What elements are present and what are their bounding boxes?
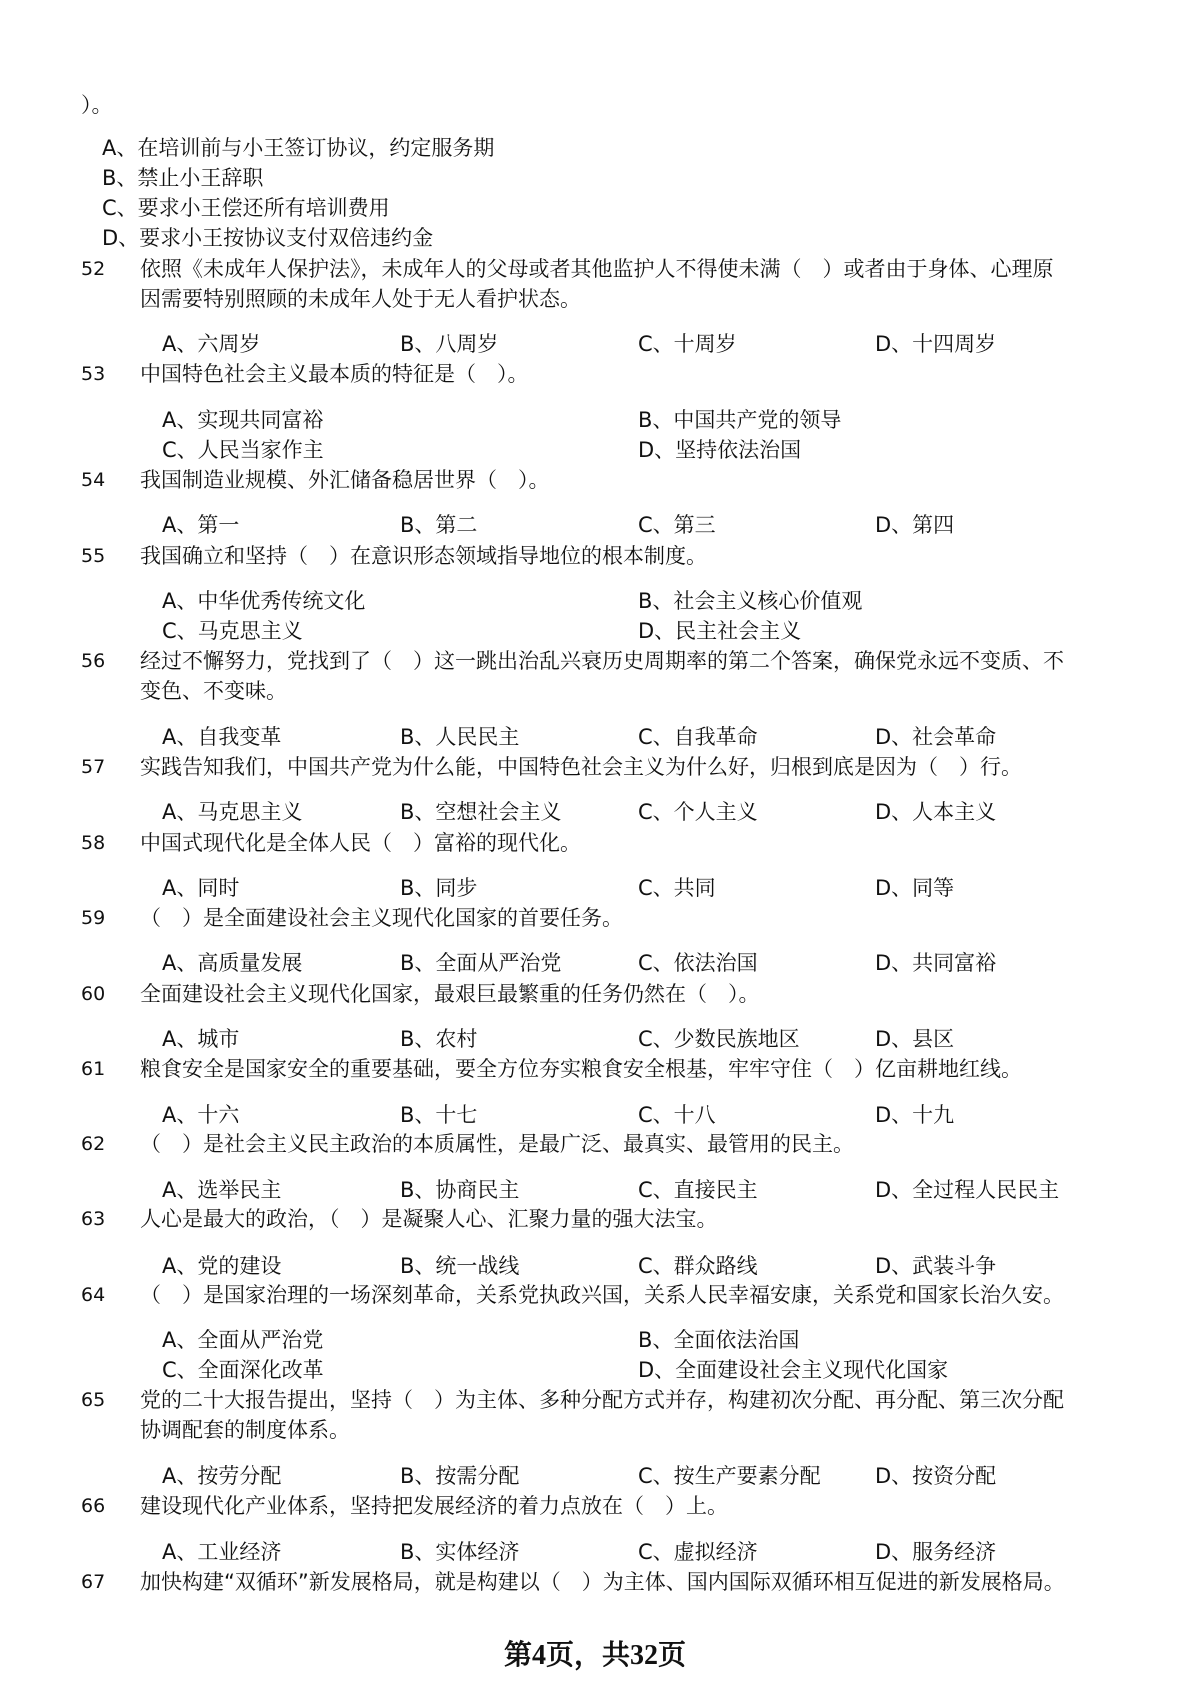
option-d: D、同等 — [875, 876, 955, 900]
question-text — [140, 465, 550, 495]
question-text — [140, 1204, 718, 1234]
option-c: C、要求小王偿还所有培训费用 — [102, 196, 390, 220]
question-number: 66 — [81, 1495, 106, 1517]
question-text — [140, 646, 1064, 706]
option-b: B、中国共产党的领导 — [638, 408, 842, 432]
option-c: C、个人主义 — [638, 800, 758, 824]
option-b: B、同步 — [400, 876, 478, 900]
question-text — [140, 359, 529, 389]
option-d: D、全面建设社会主义现代化国家 — [638, 1358, 949, 1382]
option-d: D、社会革命 — [875, 725, 997, 749]
question-line: 协调配套的制度体系。 — [140, 1418, 350, 1442]
option-a: A、第一 — [162, 513, 240, 537]
option-a: A、中华优秀传统文化 — [162, 589, 366, 613]
question-number: 63 — [81, 1208, 106, 1230]
option-b: B、八周岁 — [400, 332, 499, 356]
option-a: A、党的建设 — [162, 1254, 282, 1278]
option-d: D、服务经济 — [875, 1540, 997, 1564]
question-number: 56 — [81, 650, 106, 672]
question-line: 党的二十大报告提出，坚持（ ）为主体、多种分配方式并存，构建初次分配、再分配、第三次分配 — [140, 1388, 1064, 1412]
question-line: 经过不懈努力，党找到了（ ）这一跳出治乱兴衰历史周期率的第二个答案，确保党永远不变质、不 — [140, 649, 1064, 673]
option-a: A、十六 — [162, 1103, 240, 1127]
question-text — [140, 1280, 1064, 1310]
option-b: B、协商民主 — [400, 1178, 520, 1202]
option-a: A、全面从严治党 — [162, 1328, 324, 1352]
option-b: B、人民民主 — [400, 725, 520, 749]
option-a: A、选举民主 — [162, 1178, 282, 1202]
question-line: 因需要特别照顾的未成年人处于无人看护状态。 — [140, 287, 581, 311]
option-d: D、武装斗争 — [875, 1254, 997, 1278]
question-tail: ）。 — [81, 93, 113, 117]
question-line: 我国确立和坚持（ ）在意识形态领域指导地位的根本制度。 — [140, 544, 707, 568]
option-a: A、马克思主义 — [162, 800, 303, 824]
option-c: C、共同 — [638, 876, 716, 900]
page-footer: 第4页，共32页 — [503, 1640, 686, 1671]
option-c: C、直接民主 — [638, 1178, 758, 1202]
question-line: 人心是最大的政治，（ ）是凝聚人心、汇聚力量的强大法宝。 — [140, 1207, 718, 1231]
option-b: B、统一战线 — [400, 1254, 520, 1278]
option-c: C、第三 — [638, 513, 716, 537]
option-b: B、十七 — [400, 1103, 478, 1127]
option-c: C、按生产要素分配 — [638, 1464, 821, 1488]
option-d: D、全过程人民民主 — [875, 1178, 1060, 1202]
option-c: C、十周岁 — [638, 332, 737, 356]
question-number: 64 — [81, 1284, 106, 1306]
option-d: D、共同富裕 — [875, 951, 997, 975]
question-number: 52 — [81, 258, 106, 280]
question-text — [140, 1385, 1064, 1445]
option-a: A、城市 — [162, 1027, 240, 1051]
question-line: （ ）是全面建设社会主义现代化国家的首要任务。 — [140, 906, 623, 930]
option-d: D、按资分配 — [875, 1464, 997, 1488]
question-number: 57 — [81, 756, 106, 778]
option-a: A、实现共同富裕 — [162, 408, 324, 432]
question-line: 中国式现代化是全体人民（ ）富裕的现代化。 — [140, 831, 581, 855]
option-c: C、全面深化改革 — [162, 1358, 324, 1382]
option-c: C、虚拟经济 — [638, 1540, 758, 1564]
question-number: 59 — [81, 907, 106, 929]
option-b: B、第二 — [400, 513, 478, 537]
question-line: 加快构建“双循环”新发展格局，就是构建以（ ）为主体、国内国际双循环相互促进的新发展格局。 — [140, 1570, 1065, 1594]
question-line: 全面建设社会主义现代化国家，最艰巨最繁重的任务仍然在（ ）。 — [140, 982, 760, 1006]
question-text — [140, 1567, 1065, 1597]
option-c: C、少数民族地区 — [638, 1027, 800, 1051]
option-a: A、工业经济 — [162, 1540, 282, 1564]
question-number: 67 — [81, 1571, 106, 1593]
question-line: 粮食安全是国家安全的重要基础，要全方位夯实粮食安全根基，牢牢守住（ ）亿亩耕地红线。 — [140, 1057, 1022, 1081]
option-c: C、自我革命 — [638, 725, 758, 749]
option-d: D、坚持依法治国 — [638, 438, 802, 462]
question-line: （ ）是社会主义民主政治的本质属性，是最广泛、最真实、最管用的民主。 — [140, 1132, 854, 1156]
option-b: B、按需分配 — [400, 1464, 520, 1488]
option-d: D、十九 — [875, 1103, 955, 1127]
option-d: D、要求小王按协议支付双倍违约金 — [102, 226, 434, 250]
question-text — [140, 541, 707, 571]
option-d: D、第四 — [875, 513, 955, 537]
option-a: A、高质量发展 — [162, 951, 303, 975]
question-number: 55 — [81, 545, 106, 567]
question-text — [140, 1129, 854, 1159]
option-b: B、全面依法治国 — [638, 1328, 800, 1352]
option-b: B、禁止小王辞职 — [102, 166, 264, 190]
question-text — [140, 828, 581, 858]
question-line: 中国特色社会主义最本质的特征是（ ）。 — [140, 362, 529, 386]
question-text — [140, 903, 623, 933]
question-line: 实践告知我们，中国共产党为什么能，中国特色社会主义为什么好，归根到底是因为（ ）行。 — [140, 755, 1022, 779]
option-c: C、十八 — [638, 1103, 716, 1127]
option-d: D、县区 — [875, 1027, 955, 1051]
question-number: 61 — [81, 1058, 106, 1080]
question-number: 53 — [81, 363, 106, 385]
option-a: A、自我变革 — [162, 725, 282, 749]
question-line: 变色、不变味。 — [140, 679, 287, 703]
option-c: C、依法治国 — [638, 951, 758, 975]
question-text — [140, 1491, 728, 1521]
option-c: C、人民当家作主 — [162, 438, 324, 462]
option-b: B、社会主义核心价值观 — [638, 589, 863, 613]
option-a: A、同时 — [162, 876, 240, 900]
option-b: B、实体经济 — [400, 1540, 520, 1564]
option-c: C、马克思主义 — [162, 619, 303, 643]
question-number: 62 — [81, 1133, 106, 1155]
question-number: 58 — [81, 832, 106, 854]
option-a: A、在培训前与小王签订协议，约定服务期 — [102, 136, 495, 160]
option-c: C、群众路线 — [638, 1254, 758, 1278]
question-line: 建设现代化产业体系，坚持把发展经济的着力点放在（ ）上。 — [140, 1494, 728, 1518]
option-b: B、全面从严治党 — [400, 951, 562, 975]
question-text — [140, 752, 1022, 782]
option-d: D、人本主义 — [875, 800, 997, 824]
option-b: B、空想社会主义 — [400, 800, 562, 824]
option-d: D、十四周岁 — [875, 332, 997, 356]
question-number: 65 — [81, 1389, 106, 1411]
question-line: （ ）是国家治理的一场深刻革命，关系党执政兴国，关系人民幸福安康，关系党和国家长治久安。 — [140, 1283, 1064, 1307]
option-a: A、按劳分配 — [162, 1464, 282, 1488]
option-a: A、六周岁 — [162, 332, 261, 356]
question-text — [140, 1054, 1022, 1084]
option-b: B、农村 — [400, 1027, 478, 1051]
question-line: 我国制造业规模、外汇储备稳居世界（ ）。 — [140, 468, 550, 492]
question-number: 54 — [81, 469, 106, 491]
question-line: 依照《未成年人保护法》，未成年人的父母或者其他监护人不得使未满（ ）或者由于身体、心理原 — [140, 257, 1054, 281]
question-number: 60 — [81, 983, 106, 1005]
question-text — [140, 254, 1054, 314]
option-d: D、民主社会主义 — [638, 619, 802, 643]
question-text — [140, 979, 760, 1009]
